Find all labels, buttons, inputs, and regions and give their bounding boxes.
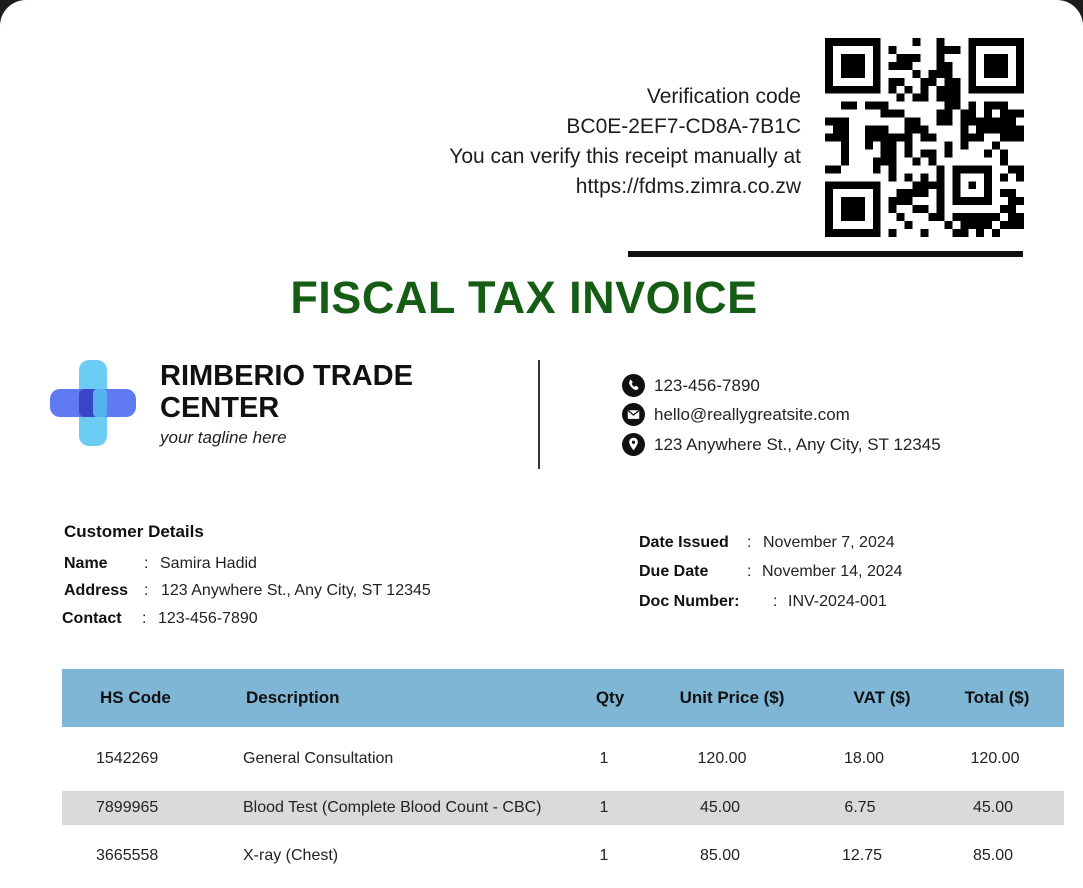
cell-description: X-ray (Chest) <box>243 847 339 864</box>
date-issued-row: Date Issued : November 7, 2024 <box>639 534 895 551</box>
contact-email <box>622 403 850 426</box>
contact-address <box>622 433 941 456</box>
logo-cross-icon <box>50 360 136 446</box>
col-unit-price: Unit Price ($) <box>679 688 785 707</box>
location-pin-icon <box>622 433 645 456</box>
company-name-line2: CENTER <box>160 392 280 424</box>
header-divider-line <box>628 251 1023 257</box>
cell-vat: 18.00 <box>843 750 885 767</box>
verification-code: BC0E-2EF7-CD8A-7B1C <box>566 115 801 138</box>
items-table-header <box>62 669 1064 727</box>
due-date-value: November 14, 2024 <box>762 563 903 580</box>
cell-total: 45.00 <box>972 799 1014 816</box>
company-name <box>160 360 413 424</box>
col-description: Description <box>246 688 340 707</box>
cell-unit-price: 45.00 <box>699 799 741 816</box>
verification-url[interactable]: https://fdms.zimra.co.zw <box>575 175 801 198</box>
customer-details-heading: Customer Details <box>64 522 204 541</box>
cell-hs-code: 3665558 <box>96 847 159 864</box>
cell-unit-price: 85.00 <box>699 847 741 864</box>
contact-phone <box>622 374 760 397</box>
company-tagline: your tagline here <box>160 428 287 447</box>
customer-address-row: Address : 123 Anywhere St., Any City, ST 12345 <box>64 582 431 599</box>
customer-contact-row: Contact : 123-456-7890 <box>62 610 258 627</box>
cell-hs-code: 1542269 <box>96 750 159 767</box>
company-name-line1: RIMBERIO TRADE <box>160 360 413 392</box>
col-qty: Qty <box>595 688 625 707</box>
col-hs-code: HS Code <box>100 688 171 707</box>
customer-name-value: Samira Hadid <box>160 555 257 572</box>
date-issued-label: Date Issued <box>639 534 729 551</box>
cell-description: General Consultation <box>243 750 394 767</box>
cell-total: 85.00 <box>972 847 1014 864</box>
customer-address-label: Address <box>64 582 129 599</box>
customer-address-value: 123 Anywhere St., Any City, ST 12345 <box>161 582 431 599</box>
vertical-divider <box>538 360 540 469</box>
due-date-row: Due Date : November 14, 2024 <box>639 563 903 580</box>
doc-number-row: Doc Number: : INV-2024-001 <box>639 593 887 610</box>
customer-name-label: Name <box>64 555 108 572</box>
customer-name-row: Name : Samira Hadid <box>64 555 257 572</box>
cell-vat: 6.75 <box>844 799 876 816</box>
customer-contact-value: 123-456-7890 <box>158 610 258 627</box>
cell-hs-code: 7899965 <box>96 799 159 816</box>
verification-manual-text: You can verify this receipt manually at <box>449 145 801 168</box>
cell-qty: 1 <box>599 847 609 864</box>
table-row <box>62 791 1064 825</box>
cell-unit-price: 120.00 <box>697 750 747 767</box>
col-vat: VAT ($) <box>853 688 911 707</box>
cell-total: 120.00 <box>970 750 1020 767</box>
cell-vat: 12.75 <box>841 847 883 864</box>
cell-description: Blood Test (Complete Blood Count - CBC) <box>243 799 542 816</box>
cell-qty: 1 <box>599 799 609 816</box>
qr-code-icon <box>825 38 1024 237</box>
contact-address-text: 123 Anywhere St., Any City, ST 12345 <box>654 434 941 454</box>
contact-phone-text: 123-456-7890 <box>654 375 760 395</box>
invoice-title: FISCAL TAX INVOICE <box>290 272 758 323</box>
date-issued-value: November 7, 2024 <box>763 534 895 551</box>
verification-block <box>449 82 801 202</box>
email-icon <box>622 403 645 426</box>
table-row <box>62 742 1064 776</box>
verification-label: Verification code <box>646 85 801 108</box>
due-date-label: Due Date <box>639 563 709 580</box>
doc-number-value: INV-2024-001 <box>788 593 887 610</box>
table-row <box>62 839 1064 873</box>
doc-number-label: Doc Number: <box>639 593 740 610</box>
col-total: Total ($) <box>964 688 1030 707</box>
contact-email-text[interactable]: hello@reallygreatsite.com <box>654 404 850 424</box>
customer-contact-label: Contact <box>62 610 122 627</box>
cell-qty: 1 <box>599 750 609 767</box>
phone-icon <box>622 374 645 397</box>
